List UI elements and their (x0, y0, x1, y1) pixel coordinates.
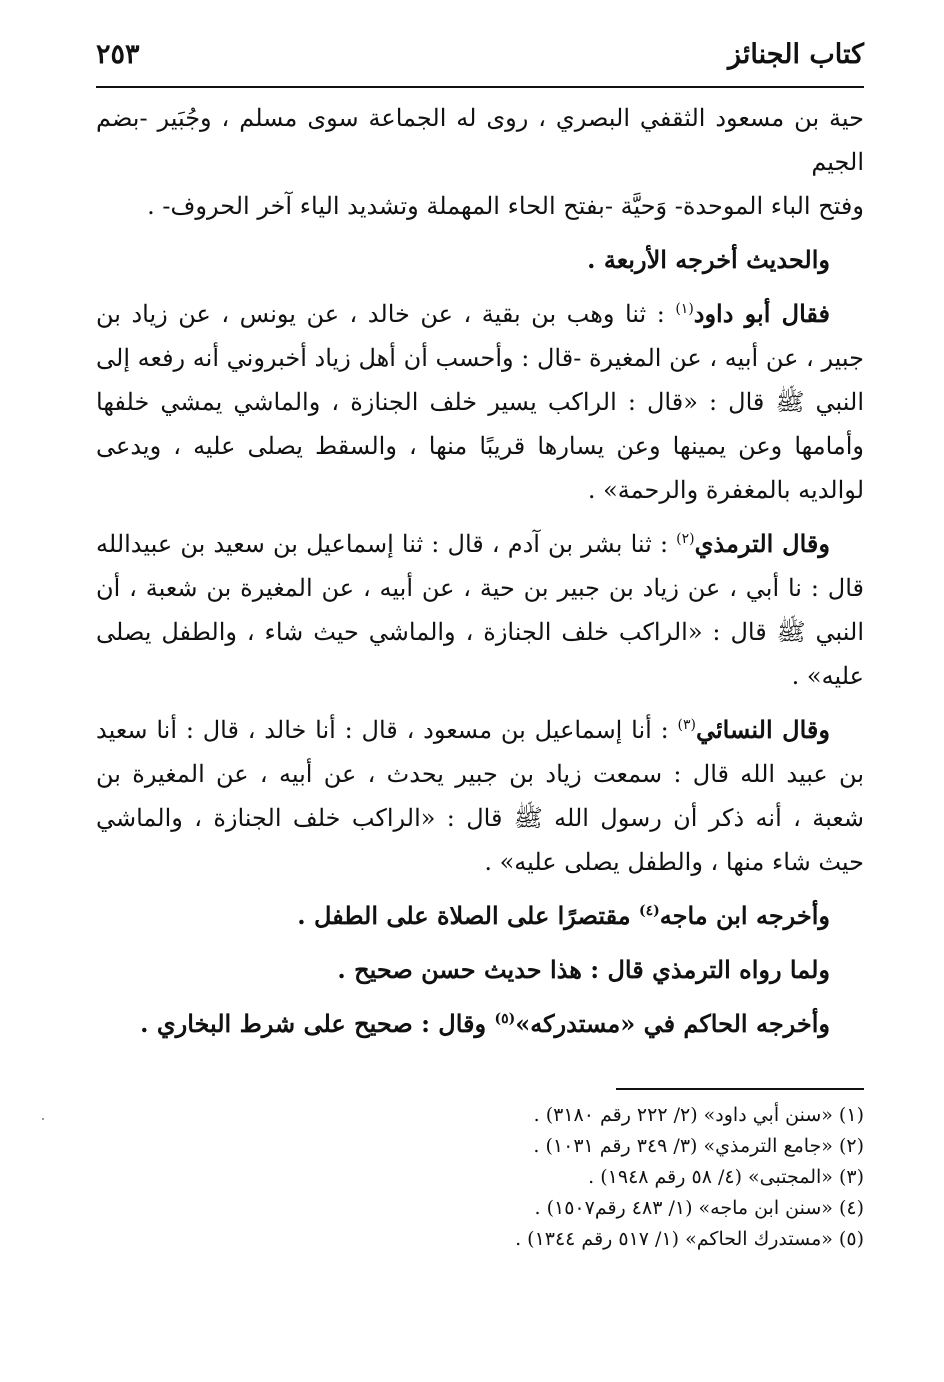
header-divider (96, 86, 864, 88)
footnote-ref[interactable]: (١) (675, 301, 694, 317)
running-header (96, 30, 864, 78)
footnote-item: (٤) «سنن ابن ماجه» (١/ ٤٨٣ رقم١٥٠٧) . (534, 1197, 864, 1219)
paragraph-line: حية بن مسعود الثقفي البصري ، روى له الجماعة سوى مسلم ، وجُبَير -بضم الجيم (96, 104, 864, 176)
page-number: ٢٥٣ (96, 38, 140, 70)
scan-speck (42, 1118, 44, 1120)
footnote-ref[interactable]: (٢) (676, 531, 695, 547)
paragraph-hakim (96, 1002, 864, 1046)
paragraph-abu-dawud (96, 292, 864, 512)
paragraph-text: : ثنا وهب بن بقية ، عن خالد ، عن يونس ، عن زياد بن جبير ، عن أبيه ، عن المغيرة -قال : وأحسب أن أهل زياد أخبروني أنه رفعه إلى النبي ﷺ قال : «قال : الراكب يسير خلف الجنازة ، والماشي يمشي خلفها وأمامها وعن يمينها وعن يسارها قريبًا منها ، والسقط يصلى عليه ، ويدعى لوالديه بالمغفرة والرحمة» . (96, 300, 864, 504)
footnotes (96, 1100, 864, 1255)
paragraph-nasai (96, 708, 864, 884)
paragraph-tirmidhi (96, 522, 864, 698)
bold-text: وأخرجه ابن ماجه (659, 901, 830, 930)
footnote-item: (٣) «المجتبى» (٤/ ٥٨ رقم ١٩٤٨) . (588, 1166, 864, 1188)
narrator-name: وقال الترمذي (694, 529, 830, 558)
paragraph-line: وفتح الباء الموحدة- وَحيَّة -بفتح الحاء المهملة وتشديد الياء آخر الحروف- . (147, 192, 864, 220)
footnote-ref[interactable]: (٣) (677, 717, 696, 733)
footnote-divider (616, 1088, 864, 1090)
paragraph-text: : ثنا بشر بن آدم ، قال : ثنا إسماعيل بن سعيد بن عبيدالله قال : نا أبي ، عن زياد بن جبير بن حية ، عن أبيه ، عن المغيرة بن شعبة ، أن النبي ﷺ قال : «الراكب خلف الجنازة ، والماشي حيث شاء ، والطفل يصلى عليه» . (96, 530, 864, 690)
chapter-title: كتاب الجنائز (728, 38, 864, 70)
bold-text: مقتصرًا على الصلاة على الطفل . (297, 901, 631, 930)
footnote-item: (٥) «مستدرك الحاكم» (١/ ٥١٧ رقم ١٣٤٤) . (515, 1228, 864, 1250)
footnote-ref[interactable]: (٥) (494, 1011, 516, 1027)
footnote-item: (١) «سنن أبي داود» (٢/ ٢٢٢ رقم ٣١٨٠) . (533, 1104, 864, 1126)
footnote-ref[interactable]: (٤) (638, 903, 660, 919)
narrator-name: فقال أبو داود (693, 299, 830, 328)
bold-text: وأخرجه الحاكم في «مستدركه» (515, 1009, 830, 1038)
narrator-name: وقال النسائي (696, 715, 830, 744)
paragraph-heading: والحديث أخرجه الأربعة . (587, 245, 830, 274)
footnote-item: (٢) «جامع الترمذي» (٣/ ٣٤٩ رقم ١٠٣١) . (533, 1135, 864, 1157)
paragraph-ibn-majah (96, 894, 864, 938)
paragraph-text: : أنا إسماعيل بن مسعود ، قال : أنا خالد ، قال : أنا سعيد بن عبيد الله قال : سمعت زياد بن جبير يحدث ، عن أبيه ، عن المغيرة بن شعبة ، أنه ذكر أن رسول الله ﷺ قال : «الراكب خلف الجنازة ، والماشي حيث شاء منها ، والطفل يصلى عليه» . (96, 716, 864, 876)
paragraph-tirmidhi-grade: ولما رواه الترمذي قال : هذا حديث حسن صحيح . (337, 955, 830, 984)
bold-text: وقال : صحيح على شرط البخاري . (140, 1009, 487, 1038)
main-text (96, 96, 864, 1046)
